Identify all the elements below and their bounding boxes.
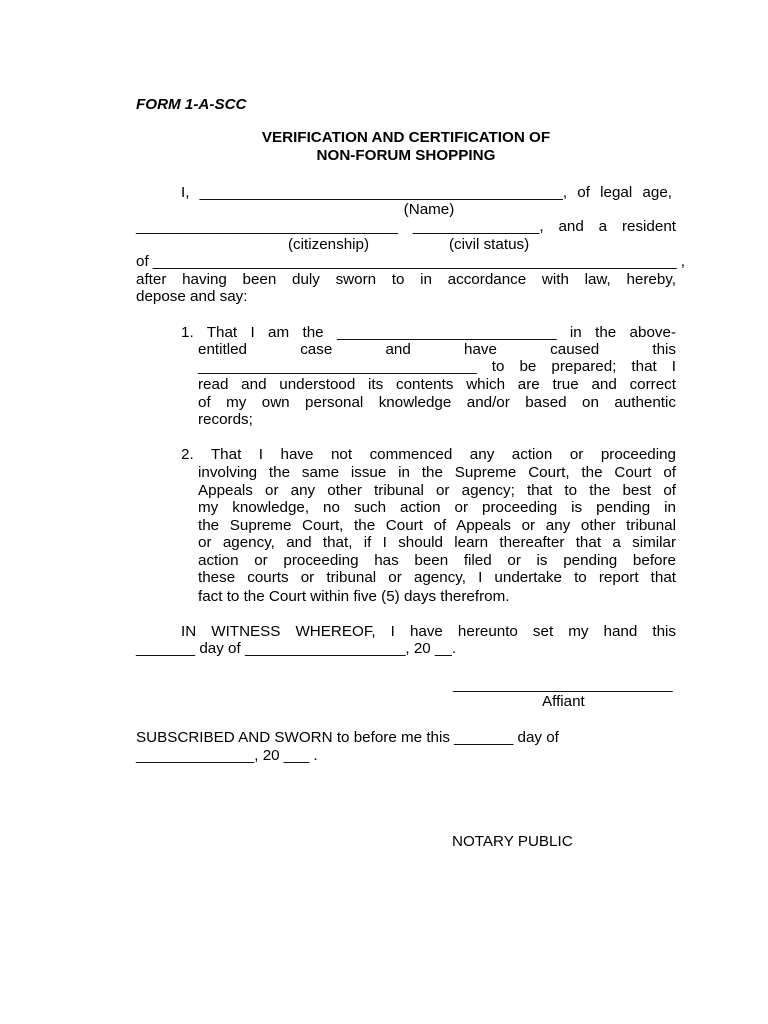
- item-2-line-1: 2. That I have not commenced any action or proceeding: [181, 446, 676, 463]
- affiant-signature-line: __________________________: [453, 676, 673, 693]
- item-1-line-4: read and understood its contents which are true and correct: [198, 376, 676, 393]
- witness-line-1: IN WITNESS WHEREOF, I have hereunto set my hand this: [181, 623, 676, 640]
- citizenship-caption: (citizenship): [288, 236, 370, 253]
- witness-line-2: _______ day of ___________________, 20 __.: [136, 640, 457, 657]
- item-1-word: and: [385, 341, 411, 358]
- item-2-line-4: my knowledge, no such action or proceeding is pending in: [198, 499, 676, 516]
- item-2-line-6: or agency, and that, if I should learn thereafter that a similar: [198, 534, 676, 551]
- item-1-line-3: _________________________________ to be prepared; that I: [198, 358, 676, 375]
- name-caption: (Name): [403, 201, 455, 218]
- item-2-line-9: fact to the Court within five (5) days therefrom.: [198, 588, 510, 605]
- intro-depose-line: depose and say:: [136, 288, 248, 305]
- item-1-word: case: [300, 341, 333, 358]
- item-1-word: caused: [550, 341, 600, 358]
- item-1-line-1: 1. That I am the __________________________ in the above-: [181, 324, 676, 341]
- intro-citizenship-line: _______________________________ _______________, and a resident: [136, 218, 676, 235]
- notary-public-label: NOTARY PUBLIC: [452, 833, 573, 850]
- item-1-word: entitled: [198, 341, 247, 358]
- document-title-line-1: VERIFICATION AND CERTIFICATION OF: [261, 129, 551, 146]
- item-2-line-5: the Supreme Court, the Court of Appeals or any other tribunal: [198, 517, 676, 534]
- form-label: FORM 1-A-SCC: [136, 96, 247, 113]
- civil-status-caption: (civil status): [449, 236, 530, 253]
- item-1-line-2: [198, 341, 676, 359]
- item-2-line-7: action or proceeding has been filed or is pending before: [198, 552, 676, 569]
- item-2-line-2: involving the same issue in the Supreme Court, the Court of: [198, 464, 676, 481]
- intro-residence-line: of ______________________________________________________________ ,: [136, 253, 686, 270]
- intro-name-line: I, ___________________________________________, of legal age,: [181, 184, 672, 201]
- item-2-line-3: Appeals or any other tribunal or agency; that to the best of: [198, 482, 676, 499]
- document-title-line-2: NON-FORUM SHOPPING: [316, 147, 496, 164]
- intro-sworn-line: after having been duly sworn to in accordance with law, hereby,: [136, 271, 676, 288]
- item-1-line-5: of my own personal knowledge and/or based on authentic: [198, 394, 676, 411]
- item-1-line-6: records;: [198, 411, 253, 428]
- jurat-line-2: ______________, 20 ___ .: [136, 747, 318, 764]
- jurat-line-1: SUBSCRIBED AND SWORN to before me this _______ day of: [136, 729, 559, 746]
- item-1-word: have: [464, 341, 497, 358]
- affiant-label: Affiant: [542, 693, 585, 710]
- item-1-word: this: [652, 341, 676, 358]
- item-2-line-8: these courts or tribunal or agency, I undertake to report that: [198, 569, 676, 586]
